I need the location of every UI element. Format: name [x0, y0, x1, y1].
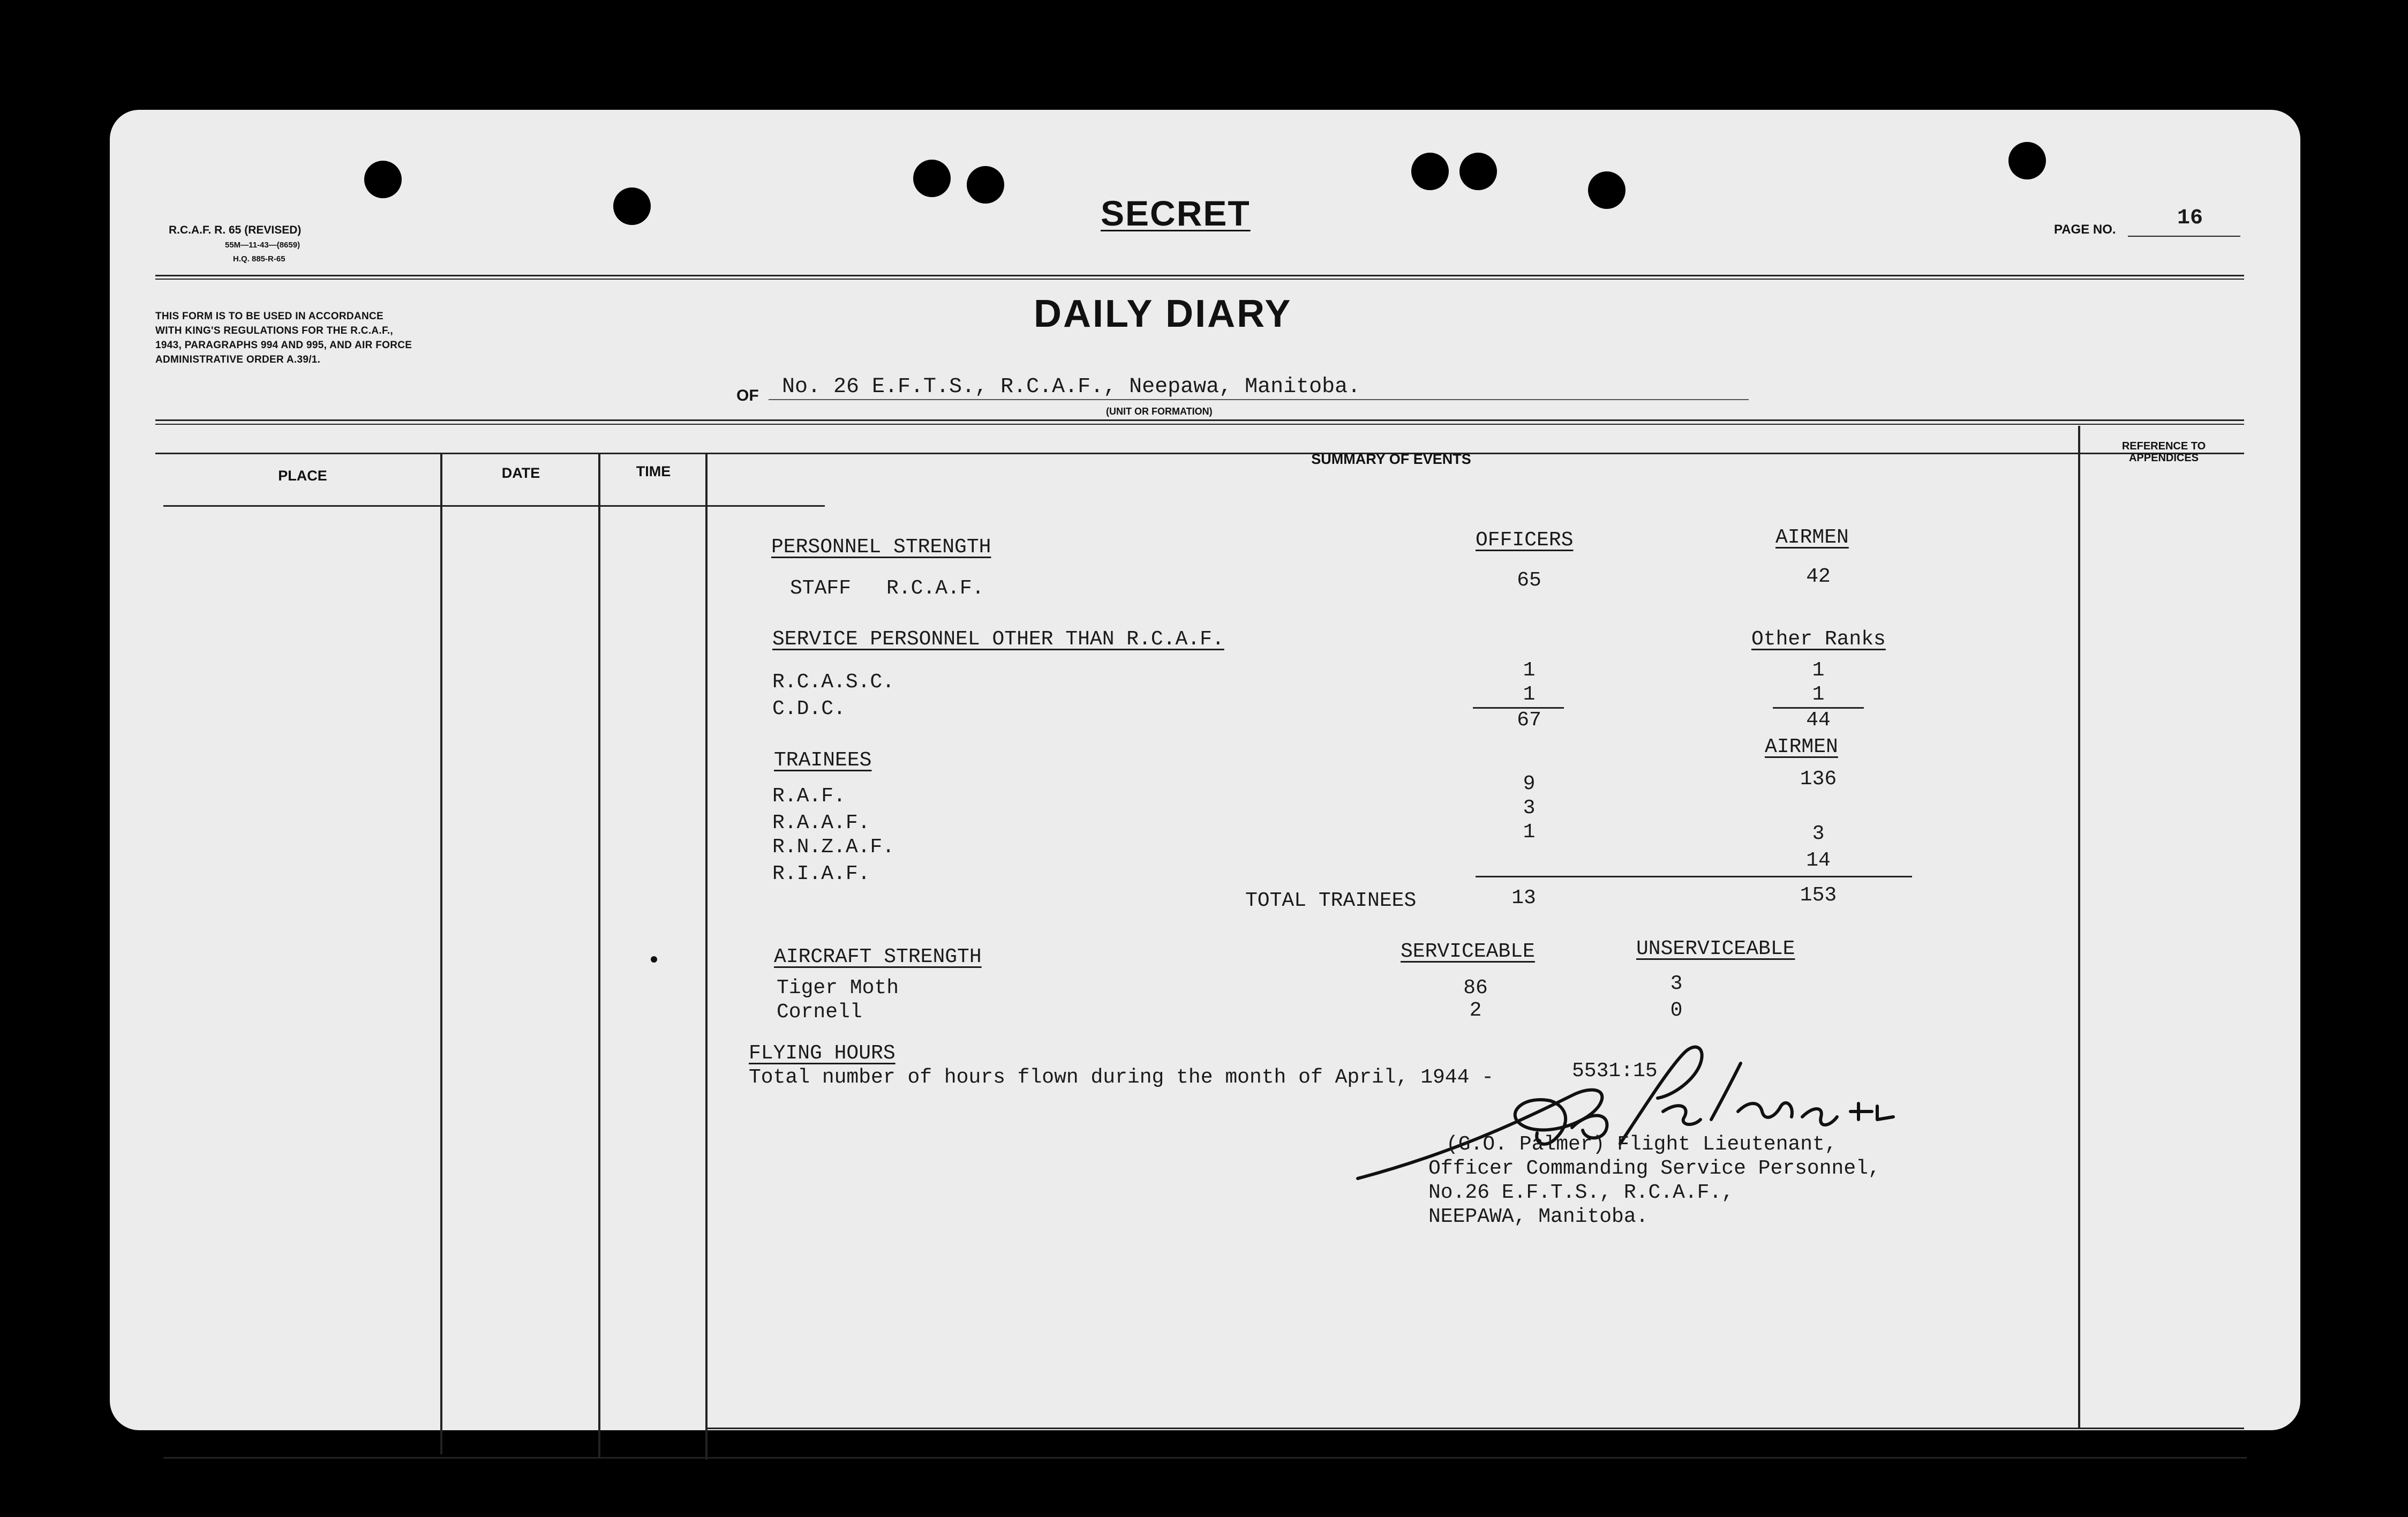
regulation-instructions: [155, 309, 412, 367]
aircraft-row-unserviceable: 3: [1670, 972, 1683, 995]
airmen-column-heading: AIRMEN: [1775, 526, 1849, 549]
table-top-rule: [155, 424, 2244, 425]
header-rule: [155, 279, 2244, 280]
staff-officers: 65: [1517, 569, 1541, 592]
trainees-heading: TRAINEES: [774, 749, 872, 772]
aircraft-row-name: Tiger Moth: [777, 977, 899, 1000]
column-header-date: DATE: [501, 465, 540, 481]
serviceable-heading: SERVICEABLE: [1401, 940, 1535, 963]
unserviceable-heading: UNSERVICEABLE: [1636, 937, 1795, 960]
punch-hole: [913, 160, 951, 197]
staff-label: STAFF: [790, 577, 852, 600]
service-total-other-ranks: 44: [1806, 709, 1831, 732]
column-header-reference: REFERENCE TO APPENDICES: [2121, 440, 2206, 464]
aircraft-row-unserviceable: 0: [1670, 999, 1683, 1022]
form-number: R.C.A.F. R. 65 (REVISED): [169, 224, 302, 236]
of-label: OF: [736, 387, 759, 404]
instruction-line: 1943, PARAGRAPHS 994 AND 995, AND AIR FORCE: [155, 340, 412, 351]
punch-hole: [2008, 142, 2046, 179]
punch-hole: [967, 166, 1004, 204]
page-title: DAILY DIARY: [1034, 292, 1292, 335]
trainee-row-officers: 9: [1523, 772, 1536, 795]
hq-reference: H.Q. 885-R-65: [233, 254, 285, 264]
total-trainees-label: TOTAL TRAINEES: [1245, 889, 1417, 912]
trainee-row-airmen: 3: [1812, 822, 1825, 845]
staff-airmen: 42: [1806, 565, 1831, 588]
aircraft-row-serviceable: 2: [1469, 999, 1482, 1022]
column-divider: [598, 453, 600, 1457]
service-row-officers: 1: [1523, 683, 1536, 706]
classification-secret: SECRET: [1101, 193, 1251, 233]
trainee-row-name: R.A.F.: [772, 785, 846, 808]
service-row-name: R.C.A.S.C.: [772, 671, 895, 694]
trainee-row-name: R.N.Z.A.F.: [772, 836, 895, 859]
table-bottom-rule: [707, 1428, 2244, 1429]
signature-line: No.26 E.F.T.S., R.C.A.F.,: [1428, 1181, 1734, 1204]
header-bottom-rule: [163, 505, 825, 507]
column-header-place: PLACE: [278, 468, 327, 484]
total-trainees-airmen: 153: [1800, 884, 1837, 907]
trainee-row-officers: 1: [1523, 821, 1536, 844]
column-divider: [440, 453, 442, 1454]
aircraft-row-serviceable: 86: [1463, 977, 1488, 1000]
page-number-label: PAGE NO.: [2054, 222, 2116, 237]
column-divider: [705, 453, 708, 1460]
service-row-other-ranks: 1: [1812, 683, 1825, 706]
instruction-line: ADMINISTRATIVE ORDER A.39/1.: [155, 354, 321, 365]
staff-unit: R.C.A.F.: [886, 577, 984, 600]
page-number-value: 16: [2177, 206, 2203, 230]
punch-hole: [364, 161, 402, 198]
unit-name: No. 26 E.F.T.S., R.C.A.F., Neepawa, Manitoba.: [782, 375, 1361, 399]
column-divider: [2078, 426, 2080, 1428]
flying-hours-text: Total number of hours flown during the month of April, 1944 -: [749, 1066, 1494, 1089]
signature-line: NEEPAWA, Manitoba.: [1428, 1205, 1649, 1228]
table-bottom-rule: [163, 1457, 2247, 1459]
total-trainees-officers: 13: [1511, 887, 1536, 910]
trainees-airmen-heading: AIRMEN: [1765, 735, 1838, 758]
unit-underline: [769, 399, 1749, 400]
signature-line: Officer Commanding Service Personnel,: [1428, 1157, 1880, 1180]
service-row-other-ranks: 1: [1812, 659, 1825, 682]
personnel-heading: PERSONNEL STRENGTH: [771, 536, 991, 559]
flying-hours-heading: FLYING HOURS: [749, 1042, 896, 1065]
officers-column-heading: OFFICERS: [1476, 529, 1574, 552]
signature-line: (G.O. Palmer) Flight Lieutenant,: [1446, 1133, 1837, 1156]
service-row-name: C.D.C.: [772, 697, 846, 720]
diary-page: [110, 110, 2300, 1430]
trainee-row-name: R.I.A.F.: [772, 862, 870, 885]
trainees-total-rule: [1476, 876, 1912, 877]
flying-hours-total: 5531:15: [1572, 1060, 1658, 1083]
column-header-summary: SUMMARY OF EVENTS: [1311, 451, 1471, 467]
instruction-line: THIS FORM IS TO BE USED IN ACCORDANCE: [155, 311, 383, 322]
instruction-line: WITH KING'S REGULATIONS FOR THE R.C.A.F.,: [155, 325, 393, 336]
trainee-row-airmen: 136: [1800, 768, 1837, 791]
print-code: 55M—11-43—(8659): [225, 241, 300, 250]
service-personnel-heading: SERVICE PERSONNEL OTHER THAN R.C.A.F.: [772, 628, 1224, 651]
unit-caption: (UNIT OR FORMATION): [1106, 406, 1213, 417]
punch-hole: [1411, 153, 1449, 190]
aircraft-heading: AIRCRAFT STRENGTH: [774, 945, 982, 968]
punch-hole: [613, 187, 651, 225]
trainee-row-airmen: 14: [1806, 849, 1831, 872]
other-ranks-heading: Other Ranks: [1751, 628, 1886, 651]
trainee-row-name: R.A.A.F.: [772, 812, 870, 835]
trainee-row-officers: 3: [1523, 797, 1536, 820]
aircraft-row-name: Cornell: [777, 1001, 862, 1024]
stray-mark: [651, 956, 657, 963]
service-row-officers: 1: [1523, 659, 1536, 682]
page-number-line: [2128, 236, 2240, 237]
service-total-officers: 67: [1517, 709, 1541, 732]
table-top-rule: [155, 419, 2244, 421]
header-rule: [155, 275, 2244, 276]
punch-hole: [1588, 171, 1626, 209]
column-header-time: TIME: [636, 463, 671, 479]
punch-hole: [1459, 153, 1497, 190]
